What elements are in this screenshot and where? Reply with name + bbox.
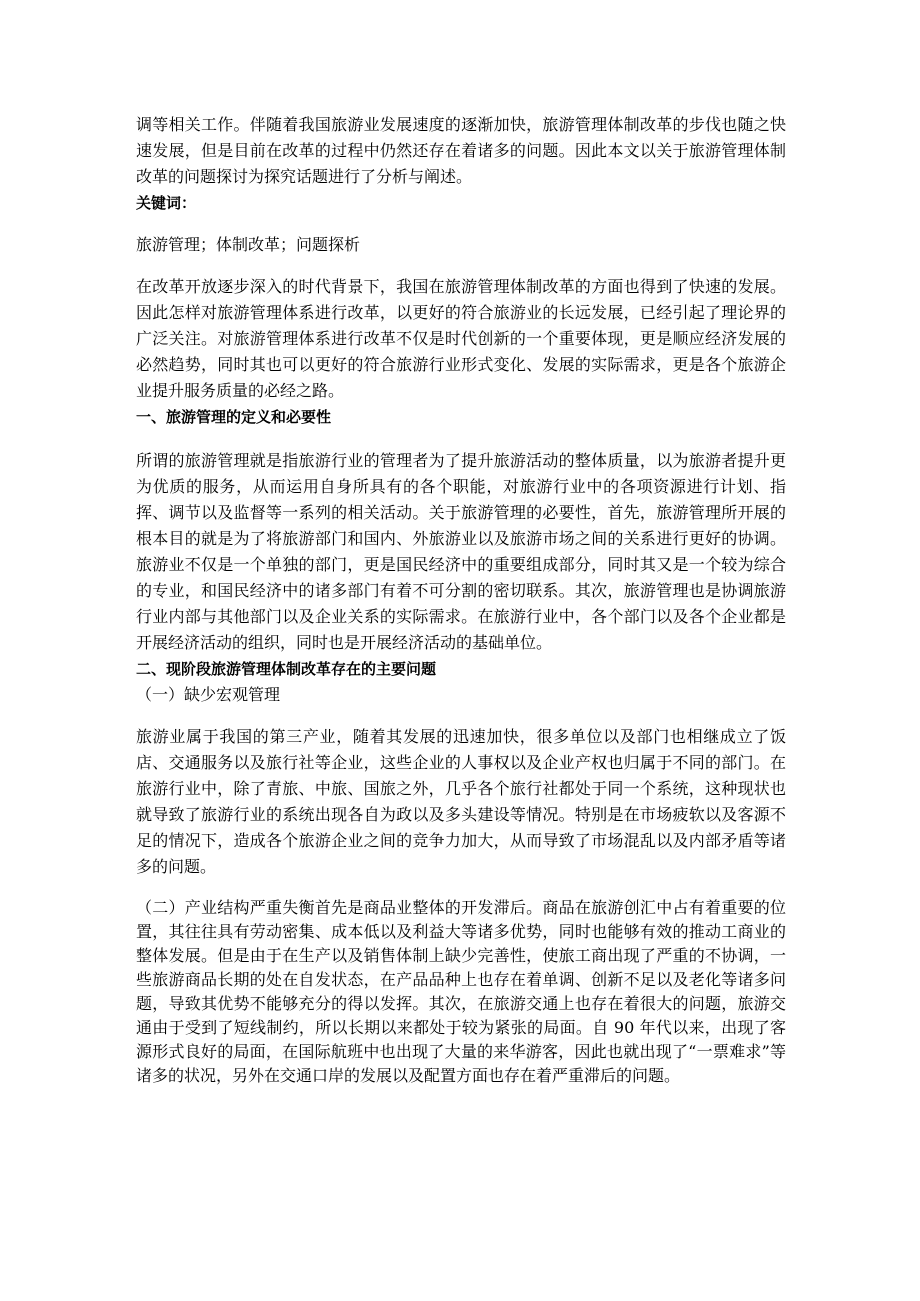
subsection-1-paragraph: 旅游业属于我国的第三产业，随着其发展的迅速加快，很多单位以及部门也相继成立了饭店、交通服务以及旅行社等企业，这些企业的人事权以及企业产权也归属于不同的部门。在旅游行业中，除了青旅、中旅、国旅之外，几乎各个旅行社都处于同一个系统，这种现状也就导致了旅游行业的系统出现各自为政以及多头建设等情况。特别是在市场疲软以及客源不足的情况下，造成各个旅游企业之间的竞争力加大，从而导致了市场混乱以及内部矛盾等诸多的问题。 — [136, 727, 786, 876]
subsection-1-title: （一）缺少宏观管理 — [136, 685, 281, 704]
intro-paragraph: 在改革开放逐步深入的时代背景下，我国在旅游管理体制改革的方面也得到了快速的发展。因此怎样对旅游管理体系进行改革，以更好的符合旅游业的长远发展，已经引起了理论界的广泛关注。对旅游管理体系进行改革不仅是时代创新的一个重要体现，更是顺应经济发展的必然趋势，同时其也可以更好的符合旅游行业形式变化、发展的实际需求，更是各个旅游企业提升服务质量的必经之路。 — [136, 277, 786, 400]
section-2-title: 二、现阶段旅游管理体制改革存在的主要问题 — [136, 660, 437, 678]
section-1-title: 一、旅游管理的定义和必要性 — [136, 408, 332, 426]
abstract-tail: 调等相关工作。伴随着我国旅游业发展速度的逐渐加快，旅游管理体制改革的步伐也随之快速发展，但是目前在改革的过程中仍然还存在着诸多的问题。因此本文以关于旅游管理体制改革的问题探讨为探究话题进行了分析与阐述。 — [136, 115, 786, 186]
keywords-label: 关键词： — [136, 194, 197, 212]
keywords-text: 旅游管理；体制改革；问题探析 — [136, 235, 361, 254]
document-page — [136, 112, 786, 1088]
section-1-paragraph: 所谓的旅游管理就是指旅游行业的管理者为了提升旅游活动的整体质量，以为旅游者提升更为优质的服务，从而运用自身所具有的各个职能，对旅游行业中的各项资源进行计划、指挥、调节以及监督等一系列的相关活动。关于旅游管理的必要性，首先，旅游管理所开展的根本目的就是为了将旅游部门和国内、外旅游业以及旅游市场之间的关系进行更好的协调。旅游业不仅是一个单独的部门，更是国民经济中的重要组成部分，同时其又是一个较为综合的专业，和国民经济中的诸多部门有着不可分割的密切联系。其次，旅游管理也是协调旅游行业内部与其他部门以及企业关系的实际需求。在旅游行业中，各个部门以及各个企业都是开展经济活动的组织，同时也是开展经济活动的基础单位。 — [136, 451, 786, 652]
subsection-2-paragraph: （二）产业结构严重失衡首先是商品业整体的开发滞后。商品在旅游创汇中占有着重要的位置，其往往具有劳动密集、成本低以及利益大等诸多优势，同时也能够有效的推动工商业的整体发展。但是由于在生产以及销售体制上缺少完善性，使旅工商出现了严重的不协调，一些旅游商品长期的处在自发状态，在产品品种上也存在着单调、创新不足以及老化等诸多问题，导致其优势不能够充分的得以发挥。其次，在旅游交通上也存在着很大的问题，旅游交通由于受到了短线制约，所以长期以来都处于较为紧张的局面。自 90 年代以来，出现了客源形式良好的局面，在国际航班中也出现了大量的来华游客，因此也就出现了“一票难求”等诸多的状况，另外在交通口岸的发展以及配置方面也存在着严重滞后的问题。 — [136, 898, 786, 1085]
